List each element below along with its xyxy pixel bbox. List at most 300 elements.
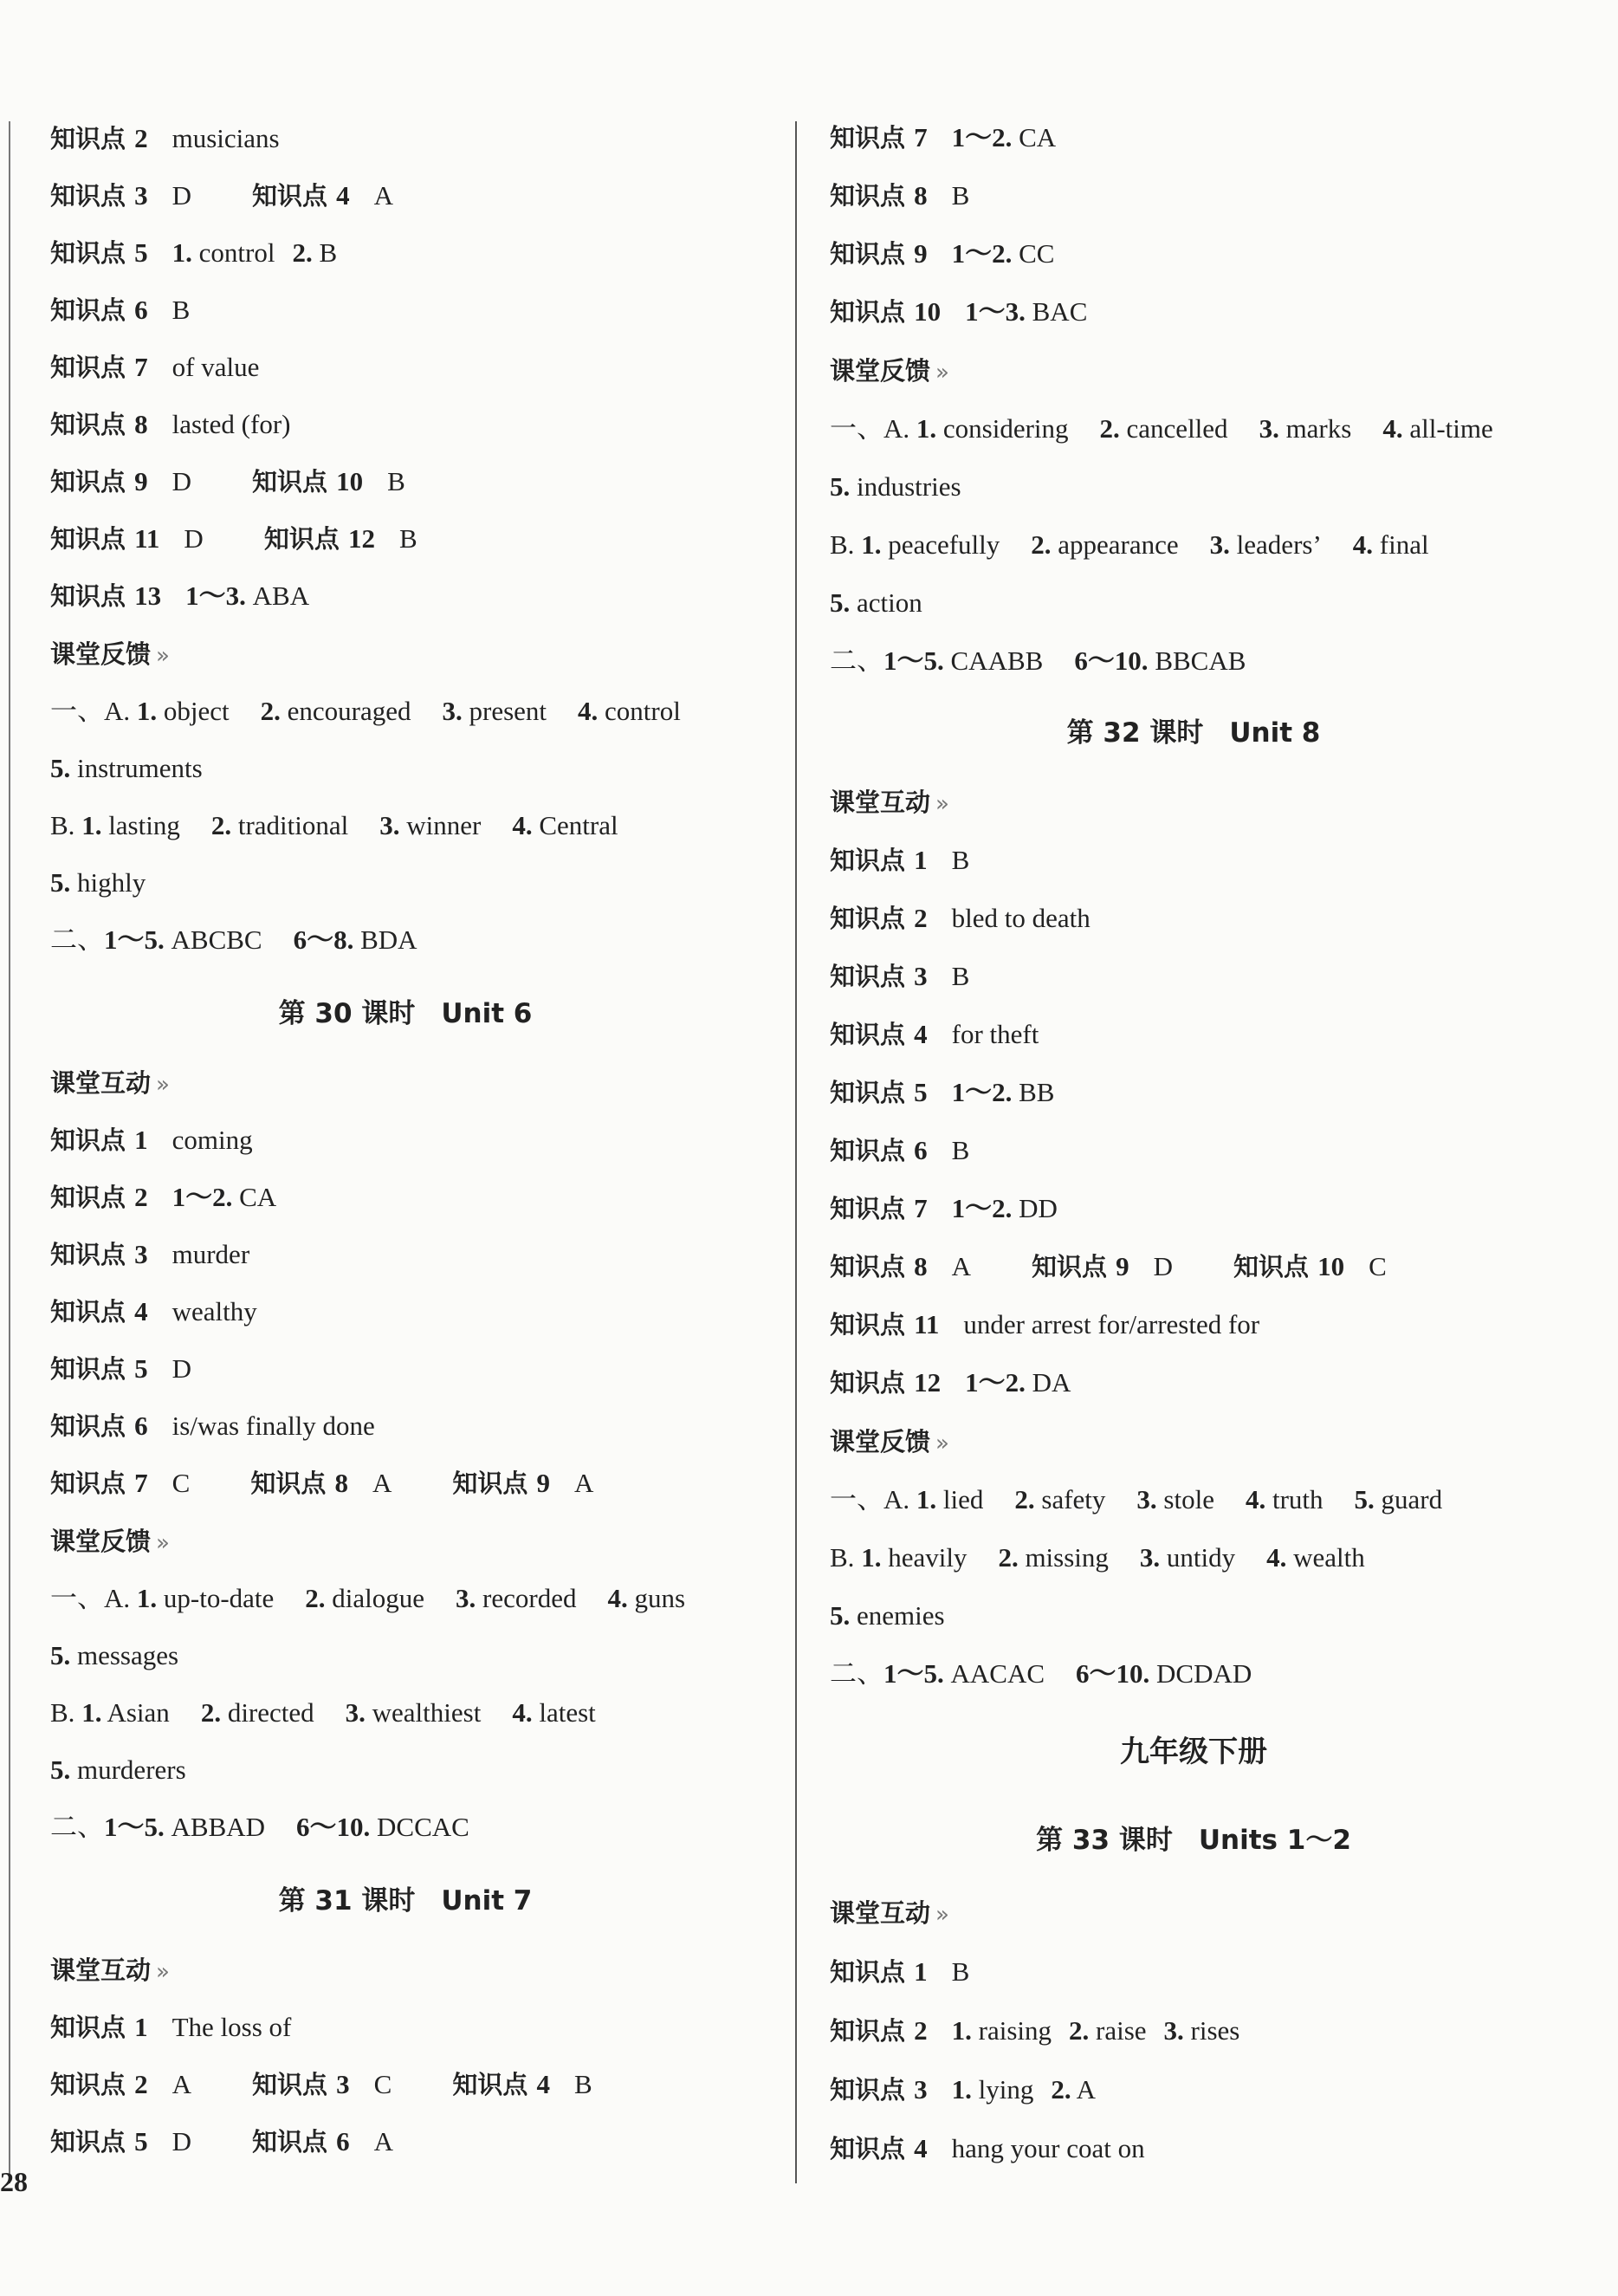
answer: heavily — [888, 1542, 968, 1573]
answer: lying — [978, 2074, 1034, 2105]
answer-row — [830, 1534, 1365, 1582]
kp-label: 知识点 — [50, 238, 126, 268]
answer: CC — [1019, 238, 1055, 269]
kp-number: 10 — [1317, 1251, 1345, 1281]
answer: D — [172, 180, 192, 211]
lesson-heading — [830, 707, 1557, 759]
kp-label: 知识点 — [50, 581, 126, 611]
kp-label: 知识点 — [452, 1469, 528, 1498]
lesson-number: 第 33 课时 — [1036, 1825, 1173, 1856]
answer: A — [372, 1468, 392, 1498]
answer: control — [198, 237, 275, 268]
item-number: 6～10. — [1074, 645, 1149, 676]
kp-number: 9 — [914, 238, 928, 269]
kp-label: 知识点 — [830, 297, 906, 327]
answer: B — [951, 1135, 970, 1165]
answer: latest — [539, 1697, 596, 1728]
item-number: 6～10. — [296, 1812, 371, 1842]
kp-label: 知识点 2 — [50, 123, 148, 153]
kp-label: 知识点 — [50, 1411, 126, 1441]
kp-label: 知识点 — [830, 1957, 906, 1987]
kp-label: 知识点 — [830, 2016, 906, 2046]
chevron-icon: » — [156, 1959, 170, 1985]
grade-title: 九年级下册 — [1120, 1735, 1267, 1769]
answer: messages — [77, 1640, 179, 1670]
answer-row — [50, 744, 203, 793]
kp-number: 7 — [914, 1193, 928, 1223]
answer: wealthiest — [372, 1697, 482, 1728]
answer-row — [50, 343, 259, 392]
answer: rises — [1190, 2015, 1240, 2046]
answer: CA — [239, 1182, 277, 1212]
unit-name: Unit 8 — [1229, 717, 1321, 749]
item-number: 4. — [512, 810, 533, 840]
answer: bled to death — [951, 903, 1091, 933]
item-number: 1. — [916, 1484, 937, 1514]
answer-row — [830, 1184, 1058, 1233]
answer-row — [50, 572, 309, 620]
kp-number: 3 — [134, 180, 148, 211]
item-number: 1～2. — [951, 122, 1013, 152]
kp-label: 知识点 — [50, 2127, 126, 2157]
kp-label: 知识点 — [830, 1078, 906, 1107]
answer-row — [50, 1116, 253, 1164]
item-number: 1. — [136, 696, 158, 726]
answer: dialogue — [332, 1583, 425, 1613]
kp-number: 2 — [914, 903, 928, 933]
item-number: 3. — [379, 810, 400, 840]
answer-row — [50, 1287, 257, 1336]
answer: B — [951, 845, 970, 875]
answer-row — [830, 894, 1091, 943]
item-number: 3. — [1139, 1542, 1161, 1573]
answer: B — [951, 180, 970, 211]
answer: A — [951, 1251, 972, 1281]
kp-number: 3 — [914, 2074, 928, 2105]
answer: stole — [1163, 1484, 1214, 1514]
lesson-number: 第 30 课时 — [278, 998, 416, 1029]
kp-number: 6 — [134, 295, 148, 325]
kp-number: 10 — [914, 296, 942, 327]
item-number: 1～2. — [951, 1193, 1013, 1223]
item-number: 3. — [1163, 2015, 1184, 2046]
answer: BBCAB — [1155, 645, 1246, 676]
answer: D — [184, 523, 204, 554]
answer: B — [172, 295, 191, 325]
kp-number: 9 — [134, 466, 148, 496]
kp-label: 知识点 — [830, 1020, 906, 1049]
answer-row — [50, 400, 290, 449]
kp-label: 知识点 — [830, 181, 906, 211]
item-number: 2. — [200, 1697, 222, 1728]
answer: lasting — [108, 810, 180, 840]
answer: Asian — [107, 1697, 170, 1728]
answer-row — [50, 2060, 592, 2109]
kp-number: 3 — [914, 961, 928, 991]
answer: guard — [1381, 1484, 1443, 1514]
answer: action — [857, 587, 922, 618]
kp-label: 知识点 — [50, 2070, 126, 2099]
answer: BAC — [1032, 296, 1088, 327]
item-number: 5. — [1354, 1484, 1375, 1514]
answer-row — [50, 172, 393, 220]
answer: B — [951, 961, 970, 991]
answer: A — [573, 1468, 594, 1498]
kp-number: 1 — [914, 1956, 928, 1987]
answer-row — [830, 1300, 1259, 1349]
item-number: 1. — [861, 1542, 882, 1573]
item-number: 4. — [512, 1697, 533, 1728]
part-label: B. — [50, 1697, 75, 1728]
item-number: 4. — [1352, 529, 1374, 560]
kp-label: 知识点 — [252, 467, 328, 496]
item-number: 6～10. — [1076, 1658, 1150, 1689]
part-label: 二、 — [50, 1812, 104, 1842]
item-number: 1～3. — [185, 580, 246, 611]
answer: CA — [1019, 122, 1057, 152]
item-number: 1～5. — [883, 645, 944, 676]
kp-number: 2 — [134, 1182, 148, 1212]
item-number: 2. — [1014, 1484, 1035, 1514]
answer: A — [172, 2069, 192, 2099]
chevron-icon: » — [156, 1072, 170, 1098]
kp-number: 4 — [914, 2133, 928, 2163]
answer: wealthy — [172, 1296, 257, 1326]
kp-number: 5 — [914, 1077, 928, 1107]
answer-row — [830, 2066, 1096, 2114]
item-number: 1. — [861, 529, 882, 560]
answer: BB — [1019, 1077, 1055, 1107]
item-number: 1. — [81, 1697, 102, 1728]
answer: D — [172, 2126, 192, 2157]
item-number: 5. — [50, 1640, 71, 1670]
item-number: 1. — [951, 2015, 972, 2046]
item-number: 2. — [292, 237, 313, 268]
answer: wealth — [1293, 1542, 1365, 1573]
answer: C — [373, 2069, 392, 2099]
answer: Central — [539, 810, 618, 840]
item-number: 3. — [345, 1697, 366, 1728]
lesson-heading — [50, 1875, 760, 1927]
item-number: 2. — [998, 1542, 1019, 1573]
answer: recorded — [482, 1583, 577, 1613]
part-label: 一、A. — [50, 1583, 131, 1613]
kp-label: 知识点 — [830, 1194, 906, 1223]
answer-row — [830, 1068, 1054, 1117]
part-label: B. — [50, 810, 75, 840]
item-number: 4. — [1245, 1484, 1266, 1514]
answer: all-time — [1409, 413, 1493, 444]
answer-row — [50, 1345, 191, 1393]
answer: murder — [172, 1239, 250, 1269]
answer: lied — [942, 1484, 984, 1514]
answer-row — [50, 286, 190, 334]
section-heading-feedback: 课堂反馈 » — [50, 1527, 170, 1556]
kp-number: 6 — [134, 1411, 148, 1441]
answer: murderers — [77, 1754, 186, 1785]
kp-label: 知识点 — [830, 962, 906, 991]
part-label: 一、A. — [50, 696, 131, 726]
part-label: B. — [830, 529, 855, 560]
answer: encouraged — [287, 696, 411, 726]
answer-row — [830, 172, 969, 220]
kp-label: 知识点 — [830, 123, 906, 152]
answer: marks — [1285, 413, 1352, 444]
answer: directed — [227, 1697, 314, 1728]
chevron-icon: » — [935, 360, 949, 386]
item-number: 2. — [1051, 2074, 1071, 2105]
kp-number: 11 — [914, 1309, 940, 1339]
kp-number: 5 — [134, 2126, 148, 2157]
answer: is/was finally done — [172, 1411, 375, 1441]
answer: up-to-date — [163, 1583, 275, 1613]
section-heading-interaction: 课堂互动 » — [830, 788, 949, 817]
item-number: 2. — [305, 1583, 326, 1613]
item-number: 3. — [442, 696, 463, 726]
kp-label: 知识点 — [830, 2134, 906, 2163]
item-number: 5. — [830, 1600, 851, 1631]
answer: leaders’ — [1236, 529, 1322, 560]
kp-label: 知识点 — [250, 1469, 327, 1498]
item-number: 1. — [81, 810, 102, 840]
answer-row — [50, 801, 618, 850]
kp-label: 知识点 — [1032, 1252, 1108, 1281]
item-number: 1～5. — [104, 1812, 165, 1842]
answer: of value — [172, 352, 260, 382]
kp-number: 7 — [914, 122, 928, 152]
item-number: 4. — [1382, 413, 1403, 444]
answer-row — [830, 114, 1056, 162]
column-divider — [795, 121, 797, 2183]
answer-row — [830, 288, 1087, 336]
kp-label: 知识点 — [50, 1469, 126, 1498]
kp-number: 12 — [914, 1367, 942, 1398]
item-number: 5. — [830, 587, 851, 618]
answer: BDA — [360, 924, 417, 955]
answer-row — [830, 637, 1246, 685]
answer: B — [387, 466, 405, 496]
part-label: 二、 — [830, 645, 883, 676]
answer: present — [469, 696, 547, 726]
answer-row — [830, 952, 969, 1001]
answer: coming — [172, 1125, 253, 1155]
kp-number: 8 — [334, 1468, 348, 1498]
answer: D — [172, 466, 192, 496]
kp-label: 知识点 — [50, 181, 126, 211]
answer: A — [1076, 2074, 1097, 2105]
answer: B — [573, 2069, 592, 2099]
kp-number: 7 — [134, 352, 148, 382]
answer-row — [50, 2003, 291, 2052]
answer-row — [50, 1459, 593, 1508]
kp-number: 11 — [134, 523, 160, 554]
kp-label: 知识点 — [50, 1183, 126, 1212]
section-heading-feedback: 课堂反馈 » — [830, 356, 949, 386]
answer-row — [830, 1650, 1252, 1698]
item-number: 5. — [50, 867, 71, 898]
item-number: 2. — [1099, 413, 1120, 444]
item-number: 5. — [830, 471, 851, 502]
answer-row — [830, 405, 1493, 453]
kp-number: 6 — [336, 2126, 350, 2157]
item-number: 3. — [1136, 1484, 1157, 1514]
answer: A — [373, 180, 394, 211]
answer-row — [830, 1010, 1039, 1059]
kp-number: 12 — [347, 523, 375, 554]
kp-label: 知识点 — [50, 1297, 126, 1326]
answer: industries — [857, 471, 961, 502]
kp-label: 知识点 — [1233, 1252, 1310, 1281]
kp-number: 4 — [536, 2069, 550, 2099]
answer-row — [50, 1230, 249, 1279]
section-heading-feedback: 课堂反馈 » — [830, 1427, 949, 1456]
answer: D — [1153, 1251, 1174, 1281]
answer: DCDAD — [1156, 1658, 1252, 1689]
answer: ABBAD — [171, 1812, 266, 1842]
item-number: 4. — [578, 696, 599, 726]
left-margin-rule — [9, 121, 10, 2183]
kp-number: 5 — [134, 1353, 148, 1384]
answer: for theft — [951, 1019, 1039, 1049]
part-label: 二、 — [50, 924, 104, 955]
kp-label: 知识点 — [50, 1240, 126, 1269]
item-number: 1～5. — [104, 924, 165, 955]
answer: AACAC — [950, 1658, 1045, 1689]
kp-label: 知识点 — [50, 353, 126, 382]
answer-row — [830, 2007, 1239, 2055]
answer-row — [830, 1126, 969, 1175]
kp-number: 1 — [914, 845, 928, 875]
answer-row — [50, 1574, 685, 1623]
kp-label: 知识点 — [830, 846, 906, 875]
answer: instruments — [77, 753, 203, 783]
part-label: 一、A. — [830, 1484, 910, 1514]
answer: DD — [1019, 1193, 1058, 1223]
answer-row — [830, 2124, 1145, 2173]
answer: musicians — [172, 123, 280, 153]
answer-row — [830, 463, 961, 511]
answer-row — [830, 836, 969, 885]
answer: D — [172, 1353, 192, 1384]
kp-number: 13 — [134, 580, 162, 611]
kp-label: 知识点 — [830, 904, 906, 933]
item-number: 6～8. — [293, 924, 354, 955]
kp-number: 2 — [134, 2069, 148, 2099]
kp-number: 3 — [336, 2069, 350, 2099]
chevron-icon: » — [156, 643, 170, 669]
answer-row — [50, 229, 337, 277]
answer: ABA — [252, 580, 310, 611]
kp-label: 知识点 — [252, 2127, 328, 2157]
answer-row — [50, 457, 405, 506]
answer: control — [605, 696, 681, 726]
part-label: 二、 — [830, 1658, 883, 1689]
chevron-icon: » — [935, 1430, 949, 1456]
unit-name: Units 1～2 — [1198, 1825, 1351, 1856]
item-number: 1. — [951, 2074, 972, 2105]
answer: B — [951, 1956, 970, 1987]
answer: A — [373, 2126, 394, 2157]
item-number: 5. — [50, 753, 71, 783]
item-number: 1～2. — [951, 238, 1013, 269]
answer: traditional — [237, 810, 349, 840]
kp-number: 4 — [914, 1019, 928, 1049]
answer: lasted (for) — [172, 409, 291, 439]
section-heading-feedback: 课堂反馈 » — [50, 639, 170, 669]
chevron-icon: » — [935, 791, 949, 817]
kp-label: 知识点 — [50, 467, 126, 496]
kp-label: 知识点 — [830, 239, 906, 269]
item-number: 4. — [1266, 1542, 1287, 1573]
answer-row — [50, 1173, 276, 1222]
answer: guns — [634, 1583, 686, 1613]
answer-row — [50, 859, 146, 907]
kp-number: 4 — [336, 180, 350, 211]
item-number: 1～2. — [965, 1367, 1026, 1398]
item-number: 2. — [1069, 2015, 1090, 2046]
kp-label: 知识点 — [830, 1252, 906, 1281]
section-heading-interaction: 课堂互动 » — [50, 1068, 170, 1098]
kp-label: 知识点 — [263, 524, 340, 554]
answer-row — [830, 1592, 945, 1640]
item-number: 1. — [172, 237, 192, 268]
kp-number: 1 — [134, 1125, 148, 1155]
kp-label: 知识点 — [452, 2070, 528, 2099]
item-number: 4. — [607, 1583, 628, 1613]
kp-number: 9 — [536, 1468, 550, 1498]
lesson-number: 第 32 课时 — [1066, 717, 1204, 749]
item-number: 1～2. — [951, 1077, 1013, 1107]
section-heading-interaction: 课堂互动 » — [830, 1898, 949, 1928]
answer: missing — [1025, 1542, 1109, 1573]
answer: B — [398, 523, 417, 554]
answer: raising — [978, 2015, 1052, 2046]
answer-row — [830, 1359, 1071, 1407]
kp-label: 知识点 — [50, 1125, 126, 1155]
answer: DA — [1032, 1367, 1071, 1398]
answer: ABCBC — [171, 924, 262, 955]
kp-number: 6 — [914, 1135, 928, 1165]
lesson-number: 第 31 课时 — [278, 1885, 416, 1917]
kp-label: 知识点 — [252, 181, 328, 211]
lesson-heading — [830, 1814, 1557, 1866]
answer-row — [830, 521, 1429, 569]
kp-number: 2 — [914, 2015, 928, 2046]
answer: cancelled — [1126, 413, 1228, 444]
answer-row — [50, 1631, 178, 1680]
answer: B — [319, 237, 338, 268]
kp-label: 知识点 — [50, 295, 126, 325]
answer-row — [50, 2118, 393, 2166]
kp-label: 知识点 — [50, 524, 126, 554]
answer: highly — [77, 867, 146, 898]
kp-label: 知识点 — [50, 1354, 126, 1384]
kp-number: 4 — [134, 1296, 148, 1326]
item-number: 1～5. — [883, 1658, 944, 1689]
answer: C — [1369, 1251, 1387, 1281]
item-number: 1～2. — [172, 1182, 233, 1212]
answer: peacefully — [888, 529, 1000, 560]
unit-name: Unit 6 — [441, 998, 533, 1029]
chevron-icon: » — [935, 1902, 949, 1928]
kp-number: 10 — [336, 466, 364, 496]
kp-label: 知识点 — [830, 2075, 906, 2105]
answer-row — [50, 1803, 469, 1852]
answer-row — [830, 579, 922, 627]
item-number: 1. — [136, 1583, 158, 1613]
answer: appearance — [1058, 529, 1179, 560]
kp-label: 知识点 — [50, 410, 126, 439]
